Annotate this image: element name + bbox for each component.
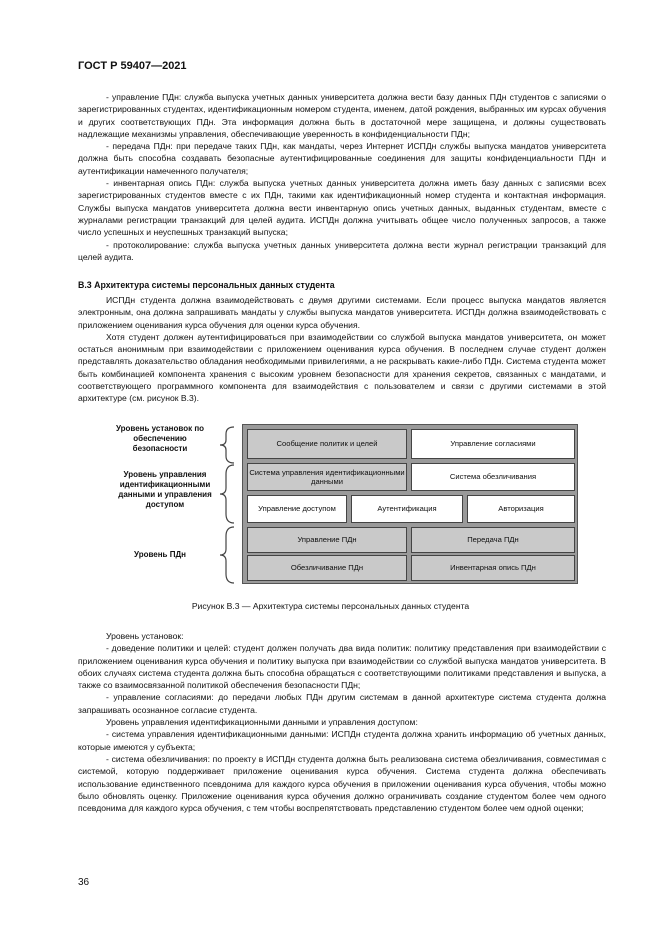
paragraph: ИСПДн студента должна взаимодействовать с двумя другими системами. Если процесс выпуска мандатов является электронным, она должна запрашивать мандаты у службы выпуска мандатов университета. ИСПДн должна взаимодействовать с приложением оценивания курса обучения для оценки курса обучения. (78, 295, 606, 330)
paragraph: Хотя студент должен аутентифицироваться при взаимодействии со службой выпуска мандатов университета, он может остаться анонимным при взаимодействии с приложением оценивания курса обучения. В последнем случае студент должен представлять доказательство обладания необходимыми привилегиями, а не раскрывать какие-либо ПДн. Система студента может быть комбинацией компонента хранения с высоким уровнем безопасности для хранения секретов, связанных с мандатами, и соответствующего программного компонента для взаимодействия с пользователем и связи с другими системами в этой архитектуре (см. рисунок B.3). (78, 331, 606, 404)
paragraph: - система обезличивания: по проекту в ИСПДн студента должна быть реализована система обезличивания, совместимая с системой, которую поддерживает приложение оценивания курса обучения. Система студента должна обеспечивать использование единственного псевдонима для каждого курса обучения в приложении оценивания курса обучения, чтобы можно было обновлять оценку. Приложение оценивания курса обучения должно ограничивать создание студентом более чем одного псевдонима для каждого курса обучения, с тем чтобы воспрепятствовать представлению студентом более чем одной оценки; (78, 753, 606, 814)
level-label-idm: Уровень управления идентификационными данными и управления доступом (118, 470, 212, 509)
level-label-pii: Уровень ПДн (134, 550, 186, 559)
cell-access: Управление доступом (247, 495, 347, 523)
cell-anon: Система обезличивания (411, 463, 575, 491)
cell-inventory: Инвентарная опись ПДн (411, 555, 575, 581)
figure-caption: Рисунок B.3 — Архитектура системы персональных данных студента (191, 601, 470, 611)
text-block-3 (78, 630, 606, 814)
paragraph: Уровень установок: (106, 631, 184, 641)
level-label-settings: Уровень установок по обеспечению безопасности (115, 424, 205, 453)
paragraph: - передача ПДн: при передаче таких ПДн, как мандаты, через Интернет ИСПДн службы выпуска мандатов университета должна быть способна создавать безопасные аутентифицированные соединения для защиты конфиденциальности ПДн и аутентификации намеченного получателя; (78, 141, 606, 176)
cell-authz: Авторизация (467, 495, 575, 523)
cell-policies: Сообщение политик и целей (247, 429, 407, 459)
paragraph: Уровень управления идентификационными данными и управления доступом: (106, 717, 418, 728)
paragraph: - доведение политики и целей: студент должен получать два вида политик: политику представления при взаимодействии с приложением оценивания курса обучения и политику выпуска при взаимодействии со службой выпуска мандатов университета. В обоих случаях система студента должна быть способна обращаться с соответствующими политиками представления и выпуска, а также со взаимосвязанной политикой обеспечения безопасности ПДн; (78, 643, 606, 691)
section-title: B.3 Архитектура системы персональных данных студента (78, 280, 335, 290)
cell-authn: Аутентификация (351, 495, 463, 523)
architecture-figure (110, 424, 580, 586)
cell-idm: Система управления идентификационными данными (247, 463, 407, 491)
text-block-2 (78, 294, 606, 405)
page-number: 36 (78, 877, 90, 888)
paragraph: - управление согласиями: до передачи любых ПДн другим системам в данной архитектуре система студента должна запрашивать осознанное согласие студента. (78, 692, 606, 715)
paragraph: - система управления идентификационными данными: ИСПДн студента должна хранить информацию об учетных данных, которые имеются у субъекта; (78, 729, 606, 752)
paragraph: - инвентарная опись ПДн: служба выпуска учетных данных университета должна иметь базу данных с записями всех зарегистрированных студентов вместе с их ПДн, такими как идентификационный номер студента и контактная информация. Службы выпуска мандатов университета должна вести инвентарную опись учетных данных, выданных студентам, вместе с журналами регистрации транзакций для целей аудита. ИСПДн должна учитывать общее число полученных запросов, а также число успешных и неуспешных транзакций выпуска; (78, 178, 606, 238)
paragraph: - протоколирование: служба выпуска учетных данных университета должна вести журнал регистрации транзакций для целей аудита. (78, 239, 606, 262)
brace-icon (218, 526, 236, 584)
brace-icon (218, 426, 236, 464)
cell-pii-mgmt: Управление ПДн (247, 527, 407, 553)
paragraph: - управление ПДн: служба выпуска учетных данных университета должна вести базу данных ПДн студентов с записями о зарегистрированных студентах, идентификационным номером студента, именем, датой рождения, выбранных им курсах обучения и других соответствующих ПДн. Эта информация должна быть в достаточной мере защищена, и должны существовать надлежащие механизмы управления, обеспечивающие уверенность в конфиденциальности ПДн; (78, 92, 606, 139)
cell-consent: Управление согласиями (411, 429, 575, 459)
architecture-grid (242, 424, 578, 584)
cell-pii-anon: Обезличивание ПДн (247, 555, 407, 581)
cell-pii-transfer: Передача ПДн (411, 527, 575, 553)
document-header: ГОСТ Р 59407—2021 (78, 60, 187, 72)
text-block-1 (78, 91, 606, 263)
brace-icon (218, 464, 236, 524)
